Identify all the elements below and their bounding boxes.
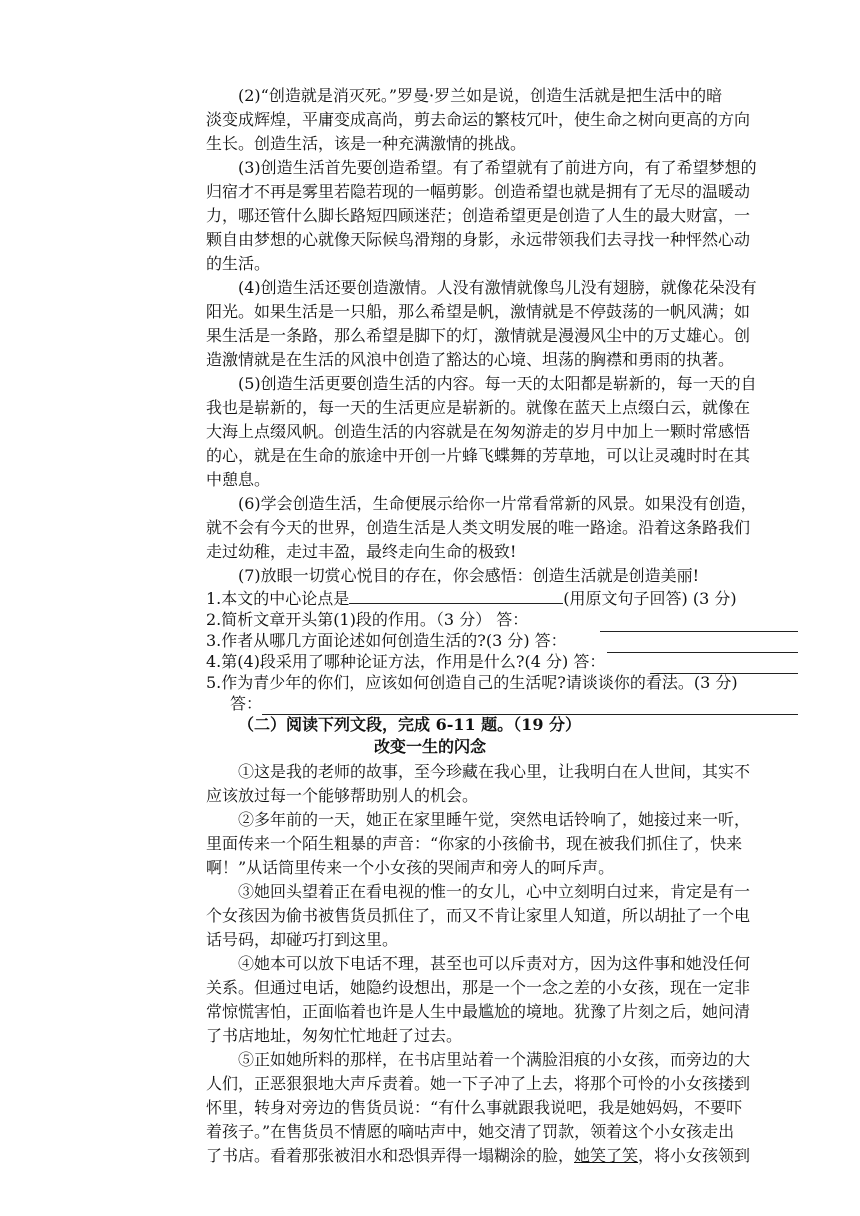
section-2-title: 改变一生的闪念 bbox=[373, 737, 486, 756]
question-2 bbox=[206, 610, 528, 630]
story-p5-line3: 怀里，转身对旁边的售货员说：“有什么事就跟我说吧，我是她妈妈，不要吓 bbox=[206, 1098, 743, 1117]
question-1-answer-line[interactable] bbox=[349, 588, 563, 604]
section-2-heading: （二）阅读下列文段，完成 6-11 题。（19 分） bbox=[238, 715, 582, 734]
essay1-p5-line2: 我也是崭新的，每一天的生活更应是崭新的。就像在蓝天上点缀白云，就像在 bbox=[206, 398, 751, 417]
story-p5-line4: 着孩子。”在售货员不情愿的嘀咕声中，她交清了罚款，领着这个小女孩走出 bbox=[206, 1122, 735, 1141]
question-5-answer bbox=[230, 694, 262, 714]
question-3 bbox=[206, 631, 567, 651]
question-3-answer-line[interactable] bbox=[607, 637, 798, 653]
question-2-answer-line[interactable] bbox=[600, 616, 798, 632]
story-p3-line1: ③她回头望着正在看电视的惟一的女儿，心中立刻明白过来，肯定是有一 bbox=[238, 882, 751, 901]
essay1-p5-line3: 大海上点缀风帆。创造生活的内容就是在匆匆游走的岁月中加上一颗时常感悟 bbox=[206, 422, 751, 441]
story-p5-line5-text: 了书店。看着那张被泪水和恐惧弄得一塌糊涂的脸， bbox=[206, 1146, 575, 1165]
story-p3-line2: 个女孩因为偷书被售货员抓住了，而又不肯让家里人知道，所以胡扯了一个电 bbox=[206, 906, 751, 925]
essay1-p2-line2: 淡变成辉煌，平庸变成高尚，剪去命运的繁枝冗叶，使生命之树向更高的方向 bbox=[206, 110, 751, 129]
story-p5-line2: 人们，正恶狠狠地大声斥责着。她一下子冲了上去，将那个可怜的小女孩搂到 bbox=[206, 1074, 751, 1093]
question-5-prompt: 5.作为青少年的你们，应该如何创造自己的生活呢?请谈谈你的看法。(3 分) bbox=[206, 673, 738, 692]
question-5-answer-line[interactable] bbox=[262, 699, 798, 715]
essay1-p3-line5: 的生活。 bbox=[206, 254, 271, 273]
essay1-p4-line1: (4)创造生活还要创造激情。人没有激情就像鸟儿没有翅膀，就像花朵没有 bbox=[238, 278, 757, 297]
story-p5-line5-tail: ，将小女孩领到 bbox=[638, 1146, 751, 1165]
question-4-prompt: 4.第(4)段采用了哪种论证方法，作用是什么?(4 分) 答： bbox=[206, 652, 606, 671]
essay1-p4-line3: 果生活是一条路，那么希望是脚下的灯，激情就是漫漫风尘中的万丈雄心。创 bbox=[206, 326, 751, 345]
story-p4-line1: ④她本可以放下电话不理，甚至也可以斥责对方，因为这件事和她没任何 bbox=[238, 954, 751, 973]
essay1-p6-line2: 就不会有今天的世界，创造生活是人类文明发展的唯一路途。沿着这条路我们 bbox=[206, 518, 751, 537]
question-4 bbox=[206, 652, 605, 672]
story-p4-line3: 常惊慌害怕，正面临着也许是人生中最尴尬的境地。犹豫了片刻之后，她问清 bbox=[206, 1002, 751, 1021]
essay1-p5-line1: (5)创造生活更要创造生活的内容。每一天的太阳都是崭新的，每一天的自 bbox=[238, 374, 757, 393]
story-p2-line3: 啊！”从话筒里传来一个小女孩的哭闹声和旁人的呵斥声。 bbox=[206, 858, 615, 877]
story-p1-line1: ①这是我的老师的故事，至今珍藏在我心里，让我明白在人世间，其实不 bbox=[238, 762, 751, 781]
essay1-p2-line1: (2)“创造就是消灭死。”罗曼·罗兰如是说，创造生活就是把生活中的暗 bbox=[238, 86, 723, 105]
story-p1-line2: 应该放过每一个能够帮助别人的机会。 bbox=[206, 786, 479, 805]
question-1 bbox=[206, 588, 737, 609]
essay1-p6-line1: (6)学会创造生活，生命便展示给你一片常看常新的风景。如果没有创造， bbox=[238, 494, 757, 513]
essay1-p4-line4: 造激情就是在生活的风浪中创造了豁达的心境、坦荡的胸襟和勇雨的执著。 bbox=[206, 350, 735, 369]
question-3-prompt: 3.作者从哪几方面论述如何创造生活的?(3 分) 答： bbox=[206, 631, 567, 650]
question-5 bbox=[206, 673, 738, 693]
story-p2-line1: ②多年前的一天，她正在家里睡午觉，突然电话铃响了，她接过来一听， bbox=[238, 810, 751, 829]
question-4-answer-line[interactable] bbox=[650, 658, 798, 674]
story-p2-line2: 里面传来一个陌生粗暴的声音：“你家的小孩偷书，现在被我们抓住了，快来 bbox=[206, 834, 743, 853]
essay1-p3-line1: (3)创造生活首先要创造希望。有了希望就有了前进方向，有了希望梦想的 bbox=[238, 158, 757, 177]
question-2-prompt: 2.简析文章开头第(1)段的作用。（3 分） 答： bbox=[206, 610, 529, 629]
story-p4-line4: 了书店地址，匆匆忙忙地赶了过去。 bbox=[206, 1026, 463, 1045]
story-p3-line3: 话号码，却碰巧打到这里。 bbox=[206, 930, 399, 949]
question-5-answer-label: 答： bbox=[230, 694, 263, 713]
essay1-p2-line3: 生长。创造生活，该是一种充满激情的挑战。 bbox=[206, 134, 527, 153]
essay1-p5-line5: 中憩息。 bbox=[206, 470, 271, 489]
story-p5-line5 bbox=[206, 1146, 750, 1166]
essay1-p3-line3: 力，哪还管什么脚长路短四顾迷茫；创造希望更是创造了人生的最大财富，一 bbox=[206, 206, 751, 225]
essay1-p7-line1: (7)放眼一切赏心悦目的存在，你会感悟：创造生活就是创造美丽! bbox=[238, 566, 700, 585]
essay1-p3-line4: 颗自由梦想的心就像天际候鸟滑翔的身影，永远带领我们去寻找一种怦然心动 bbox=[206, 230, 751, 249]
essay1-p5-line4: 的心，就是在生命的旅途中开创一片蜂飞蝶舞的芳草地，可以让灵魂时时在其 bbox=[206, 446, 751, 465]
question-1-note: (用原文句子回答) (3 分) bbox=[563, 589, 737, 608]
story-p5-line1: ⑤正如她所料的那样，在书店里站着一个满脸泪痕的小女孩，而旁边的大 bbox=[238, 1050, 751, 1069]
essay1-p3-line2: 归宿才不再是雾里若隐若现的一幅剪影。创造希望也就是拥有了无尽的温暖动 bbox=[206, 182, 751, 201]
story-p4-line2: 关系。但通过电话，她隐约设想出，那是一个一念之差的小女孩，现在一定非 bbox=[206, 978, 751, 997]
question-1-prompt: 1.本文的中心论点是 bbox=[206, 589, 350, 608]
essay1-p4-line2: 阳光。如果生活是一只船，那么希望是帆，激情就是不停鼓荡的一帆风满；如 bbox=[206, 302, 751, 321]
underlined-phrase: 她笑了笑 bbox=[574, 1146, 639, 1165]
essay1-p6-line3: 走过幼稚，走过丰盈，最终走向生命的极致! bbox=[206, 542, 517, 561]
